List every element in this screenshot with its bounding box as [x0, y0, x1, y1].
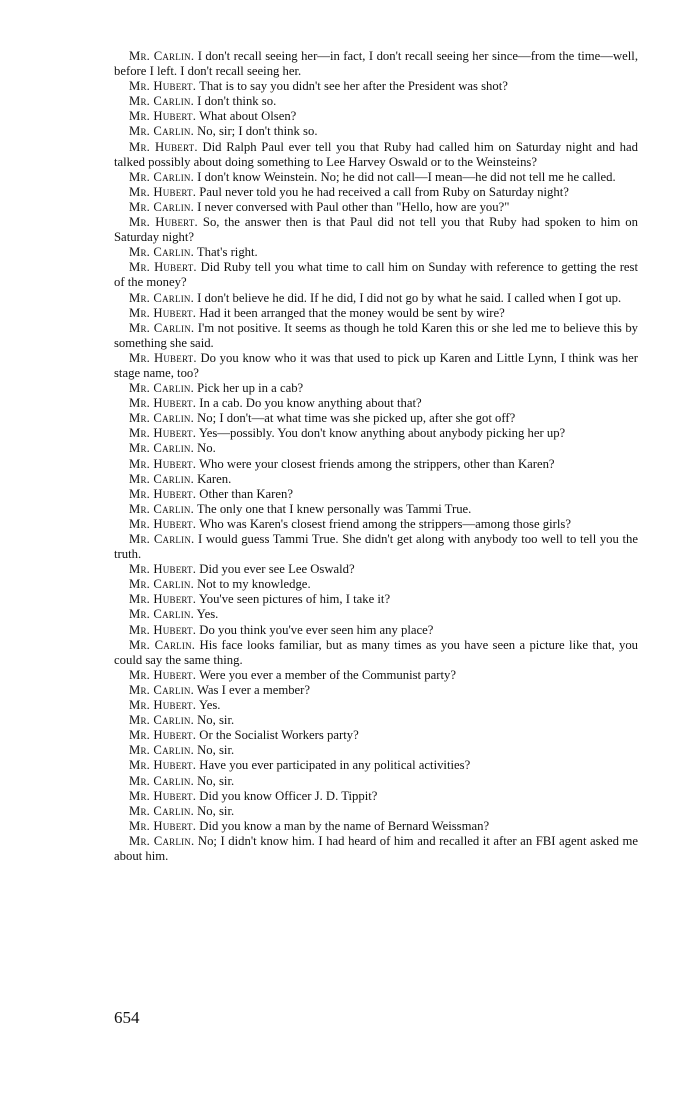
testimony-paragraph: [114, 200, 638, 215]
testimony-paragraph: [114, 743, 638, 758]
statement-text: Who were your closest friends among the strippers, other than Karen?: [199, 456, 555, 471]
statement-text: Did Ralph Paul ever tell you that Ruby had called him on Saturday night and had talked possibly about doing something to Lee Harvey Oswald or to the Weinsteins?: [114, 139, 638, 169]
speaker-name: Mr. Hubert.: [129, 698, 197, 713]
speaker-name: Mr. Carlin.: [129, 381, 194, 396]
statement-text: Yes.: [198, 698, 221, 713]
speaker-name: Mr. Carlin.: [129, 743, 194, 758]
testimony-paragraph: [114, 185, 638, 200]
statement-text: I don't recall seeing her—in fact, I don't recall seeing her since—from the time—well, before I left. I don't recall seeing her.: [114, 49, 638, 79]
statement-text: Not to my knowledge.: [197, 577, 311, 592]
testimony-paragraph: [114, 577, 638, 592]
speaker-name: Mr. Carlin.: [129, 471, 194, 486]
statement-text: So, the answer then is that Paul did not tell you that Ruby had spoken to him on Saturday night?: [114, 215, 638, 245]
speaker-name: Mr. Carlin.: [129, 577, 194, 592]
speaker-name: Mr. Carlin.: [129, 833, 195, 848]
testimony-paragraph: [114, 774, 638, 789]
speaker-name: Mr. Carlin.: [129, 169, 194, 184]
testimony-paragraph: [114, 804, 638, 819]
testimony-paragraph: [114, 758, 638, 773]
testimony-paragraph: [114, 789, 638, 804]
speaker-name: Mr. Hubert.: [129, 622, 197, 637]
testimony-paragraph: [114, 124, 638, 139]
testimony-paragraph: [114, 411, 638, 426]
statement-text: Have you ever participated in any political activities?: [199, 758, 471, 773]
testimony-paragraph: [114, 638, 638, 668]
speaker-name: Mr. Carlin.: [129, 49, 195, 63]
testimony-paragraph: [114, 260, 638, 290]
testimony-paragraph: [114, 291, 638, 306]
statement-text: That's right.: [196, 245, 258, 260]
testimony-paragraph: [114, 109, 638, 124]
speaker-name: Mr. Carlin.: [129, 532, 195, 546]
testimony-paragraph: [114, 487, 638, 502]
statement-text: I don't know Weinstein. No; he did not call—I mean—he did not tell me he called.: [197, 169, 616, 184]
statement-text: His face looks familiar, but as many times as you have seen a picture like that, you could say the same thing.: [114, 637, 639, 667]
speaker-name: Mr. Hubert.: [129, 184, 197, 199]
statement-text: What about Olsen?: [199, 109, 297, 124]
statement-text: No; I didn't know him. I had heard of him and recalled it after an FBI agent asked me about him.: [114, 833, 638, 863]
testimony-paragraph: [114, 79, 638, 94]
statement-text: Karen.: [197, 471, 232, 486]
testimony-paragraph: [114, 819, 638, 834]
speaker-name: Mr. Hubert.: [129, 260, 197, 275]
testimony-paragraph: [114, 834, 638, 864]
speaker-name: Mr. Carlin.: [129, 320, 195, 335]
testimony-paragraph: [114, 623, 638, 638]
testimony-paragraph: [114, 607, 638, 622]
statement-text: No; I don't—at what time was she picked up, after she got off?: [197, 411, 516, 426]
testimony-paragraph: [114, 728, 638, 743]
statement-text: I'm not positive. It seems as though he told Karen this or she led me to believe this by something she said.: [114, 320, 639, 350]
speaker-name: Mr. Hubert.: [129, 818, 197, 833]
speaker-name: Mr. Carlin.: [129, 682, 194, 697]
statement-text: Did you know Officer J. D. Tippit?: [199, 788, 378, 803]
speaker-name: Mr. Hubert.: [129, 456, 197, 471]
statement-text: You've seen pictures of him, I take it?: [198, 592, 391, 607]
statement-text: Did you ever see Lee Oswald?: [199, 562, 355, 577]
speaker-name: Mr. Hubert.: [129, 109, 197, 124]
statement-text: Pick her up in a cab?: [197, 381, 304, 396]
speaker-name: Mr. Carlin.: [129, 94, 194, 109]
testimony-paragraph: [114, 457, 638, 472]
document-page: [114, 49, 638, 864]
statement-text: I don't think so.: [197, 94, 277, 109]
speaker-name: Mr. Hubert.: [129, 728, 197, 743]
statement-text: I would guess Tammi True. She didn't get along with anybody too well to tell you the truth.: [114, 532, 638, 562]
speaker-name: Mr. Carlin.: [129, 773, 194, 788]
statement-text: No, sir.: [197, 713, 235, 728]
statement-text: Did Ruby tell you what time to call him on Sunday with reference to getting the rest of the money?: [114, 260, 639, 290]
testimony-paragraph: [114, 306, 638, 321]
speaker-name: Mr. Carlin.: [129, 199, 194, 214]
speaker-name: Mr. Hubert.: [129, 396, 197, 411]
page-number: 654: [114, 1008, 140, 1027]
speaker-name: Mr. Carlin.: [129, 441, 194, 456]
testimony-paragraph: [114, 396, 638, 411]
statement-text: Did you know a man by the name of Bernard Weissman?: [199, 818, 490, 833]
speaker-name: Mr. Carlin.: [129, 501, 194, 516]
statement-text: Do you know who it was that used to pick up Karen and Little Lynn, I think was her stage name, too?: [114, 350, 639, 380]
speaker-name: Mr. Hubert.: [129, 667, 197, 682]
testimony-paragraph: [114, 517, 638, 532]
speaker-name: Mr. Hubert.: [129, 486, 197, 501]
statement-text: No, sir.: [197, 743, 235, 758]
statement-text: Yes—possibly. You don't know anything about anybody picking her up?: [198, 426, 566, 441]
statement-text: Had it been arranged that the money would be sent by wire?: [199, 305, 505, 320]
speaker-name: Mr. Carlin.: [129, 713, 194, 728]
statement-text: Do you think you've ever seen him any place?: [199, 622, 434, 637]
speaker-name: Mr. Carlin.: [129, 124, 194, 139]
speaker-name: Mr. Carlin.: [129, 607, 194, 622]
statement-text: Or the Socialist Workers party?: [199, 728, 359, 743]
testimony-paragraph: [114, 245, 638, 260]
testimony-paragraph: [114, 472, 638, 487]
statement-text: No, sir.: [197, 803, 235, 818]
speaker-name: Mr. Hubert.: [129, 788, 197, 803]
statement-text: Were you ever a member of the Communist party?: [199, 667, 456, 682]
testimony-paragraph: [114, 321, 638, 351]
speaker-name: Mr. Hubert.: [129, 79, 197, 94]
testimony-paragraph: [114, 215, 638, 245]
testimony-paragraph: [114, 668, 638, 683]
speaker-name: Mr. Hubert.: [129, 305, 197, 320]
speaker-name: Mr. Hubert.: [129, 758, 197, 773]
statement-text: Was I ever a member?: [196, 682, 311, 697]
speaker-name: Mr. Carlin.: [129, 803, 194, 818]
speaker-name: Mr. Hubert.: [129, 426, 197, 441]
testimony-paragraph: [114, 94, 638, 109]
testimony-paragraph: [114, 698, 638, 713]
speaker-name: Mr. Hubert.: [129, 516, 197, 531]
testimony-transcript: [114, 49, 638, 864]
statement-text: I don't believe he did. If he did, I did not go by what he said. I called when I got up.: [197, 290, 622, 305]
statement-text: No.: [197, 441, 216, 456]
speaker-name: Mr. Hubert.: [129, 592, 197, 607]
testimony-paragraph: [114, 683, 638, 698]
speaker-name: Mr. Hubert.: [129, 350, 197, 365]
testimony-paragraph: [114, 441, 638, 456]
testimony-paragraph: [114, 562, 638, 577]
testimony-paragraph: [114, 170, 638, 185]
statement-text: No, sir.: [197, 773, 235, 788]
statement-text: Who was Karen's closest friend among the strippers—among those girls?: [199, 516, 571, 531]
testimony-paragraph: [114, 592, 638, 607]
statement-text: That is to say you didn't see her after the President was shot?: [199, 79, 508, 94]
statement-text: No, sir; I don't think so.: [197, 124, 318, 139]
testimony-paragraph: [114, 381, 638, 396]
testimony-paragraph: [114, 502, 638, 517]
speaker-name: Mr. Carlin.: [129, 637, 196, 652]
statement-text: Paul never told you he had received a call from Ruby on Saturday night?: [199, 184, 569, 199]
statement-text: I never conversed with Paul other than "Hello, how are you?": [197, 199, 510, 214]
testimony-paragraph: [114, 532, 638, 562]
speaker-name: Mr. Hubert.: [129, 139, 198, 154]
statement-text: The only one that I knew personally was Tammi True.: [196, 501, 472, 516]
speaker-name: Mr. Carlin.: [129, 245, 194, 260]
speaker-name: Mr. Carlin.: [129, 411, 194, 426]
testimony-paragraph: [114, 426, 638, 441]
testimony-paragraph: [114, 49, 638, 79]
testimony-paragraph: [114, 140, 638, 170]
statement-text: Yes.: [196, 607, 219, 622]
speaker-name: Mr. Hubert.: [129, 215, 198, 230]
testimony-paragraph: [114, 713, 638, 728]
testimony-paragraph: [114, 351, 638, 381]
speaker-name: Mr. Carlin.: [129, 290, 194, 305]
statement-text: Other than Karen?: [199, 486, 293, 501]
statement-text: In a cab. Do you know anything about that?: [199, 396, 422, 411]
speaker-name: Mr. Hubert.: [129, 562, 197, 577]
